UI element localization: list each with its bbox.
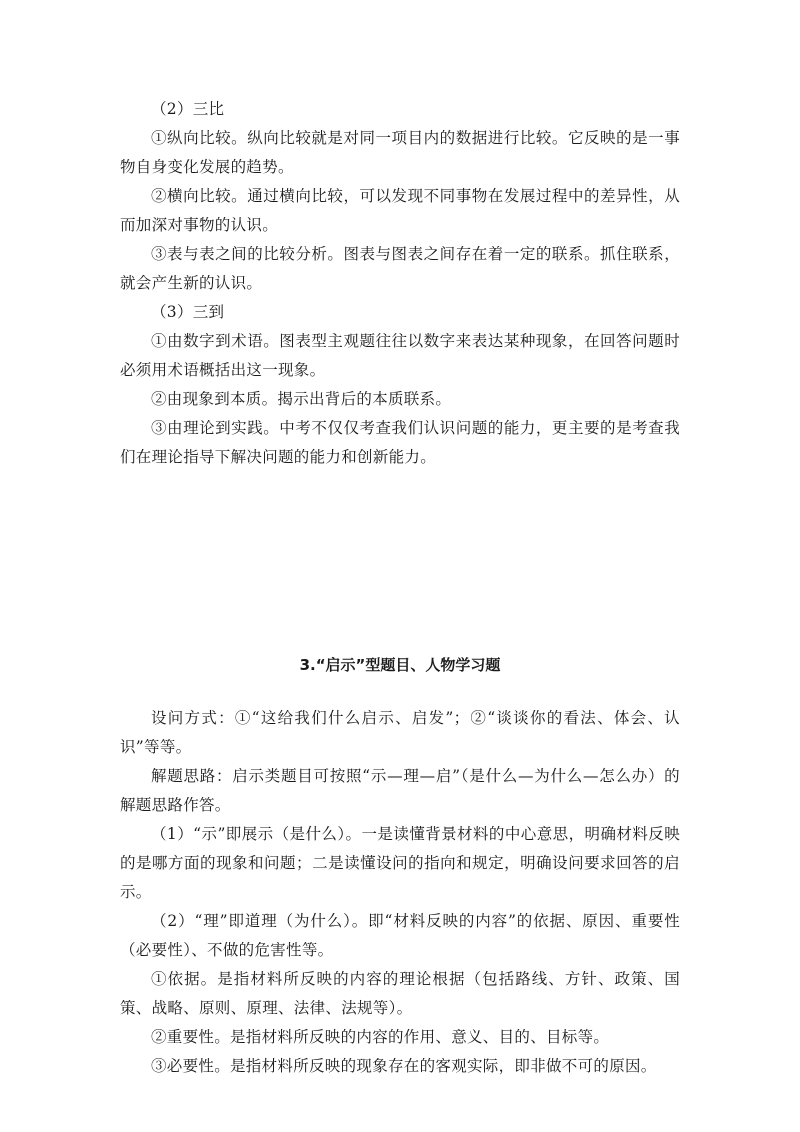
subheading-three-comparisons: （2）三比	[151, 100, 225, 118]
paragraph-necessity: ③必要性。是指材料所反映的现象存在的客观实际，即非做不可的原因。	[151, 1057, 657, 1075]
paragraph-question-form: 设问方式：①“这给我们什么启示、启发”；②“谈谈你的看法、体会、认识”等等。	[120, 709, 680, 756]
section-inspiration	[120, 704, 680, 1081]
paragraph-solving-approach: 解题思路：启示类题目可按照“示—理—启”（是什么—为什么—怎么办）的解题思路作答。	[120, 767, 680, 814]
paragraph-show: （1）“示”即展示（是什么）。一是读懂背景材料的中心意思，明确材料反映的是哪方面的现象和问题；二是读懂设问的指向和规定，明确设问要求回答的启示。	[120, 825, 680, 901]
paragraph-horizontal-comparison: ②横向比较。通过横向比较，可以发现不同事物在发展过程中的差异性，从而加深对事物的认识。	[120, 187, 680, 234]
paragraph-importance: ②重要性。是指材料所反映的内容的作用、意义、目的、目标等。	[151, 1028, 610, 1046]
paragraph-basis: ①依据。是指材料所反映的内容的理论根据（包括路线、方针、政策、国策、战略、原则、原理、法律、法规等）。	[120, 970, 680, 1017]
section-heading: 3.“启示”型题目、人物学习题	[299, 656, 501, 674]
section-comparison	[120, 95, 680, 472]
subheading-three-to: （3）三到	[151, 303, 225, 321]
paragraph-theory-to-practice: ③由理论到实践。中考不仅仅考查我们认识问题的能力，更主要的是考查我们在理论指导下解决问题的能力和创新能力。	[120, 419, 680, 466]
paragraph-vertical-comparison: ①纵向比较。纵向比较就是对同一项目内的数据进行比较。它反映的是一事物自身变化发展的趋势。	[120, 129, 680, 176]
paragraph-phenomenon-to-essence: ②由现象到本质。揭示出背后的本质联系。	[151, 390, 452, 408]
paragraph-reason: （2）“理”即道理（为什么）。即“材料反映的内容”的依据、原因、重要性（必要性）、不做的危害性等。	[120, 912, 680, 959]
paragraph-table-comparison: ③表与表之间的比较分析。图表与图表之间存在着一定的联系。抓住联系，就会产生新的认识。	[120, 245, 680, 292]
paragraph-numbers-to-terms: ①由数字到术语。图表型主观题往往以数字来表达某种现象，在回答问题时必须用术语概括出这一现象。	[120, 332, 680, 379]
